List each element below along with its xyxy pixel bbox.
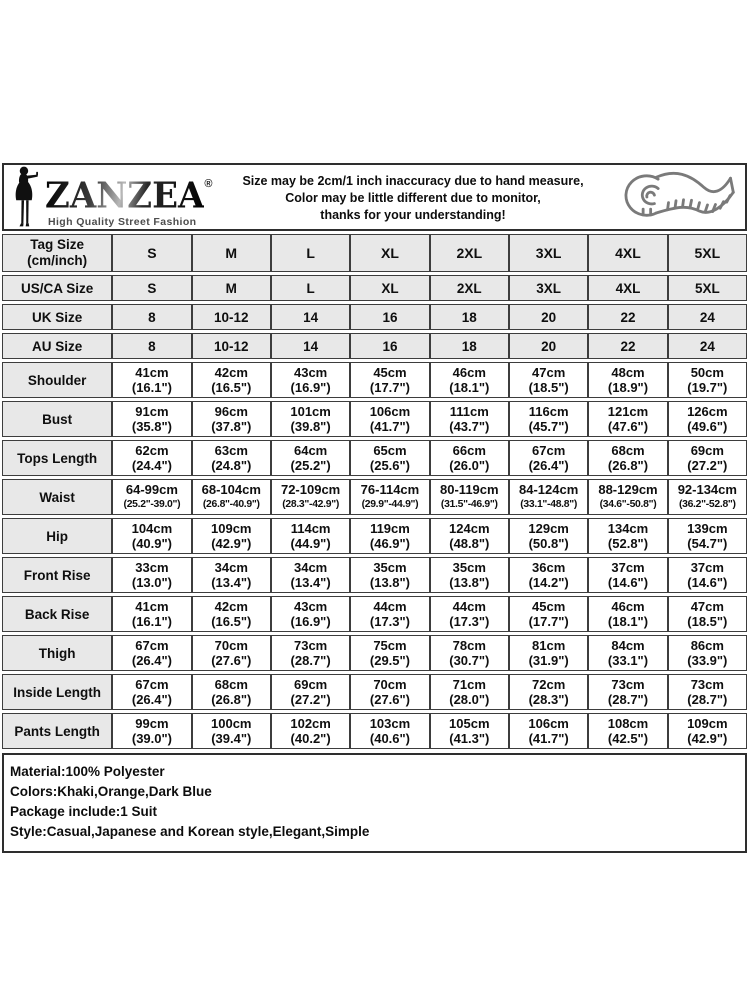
size-value-cell: 48cm (18.9") bbox=[588, 362, 667, 398]
disclaimer-line: Size may be 2cm/1 inch inaccuracy due to hand measure, bbox=[242, 173, 584, 188]
size-value-cell: 47cm (18.5") bbox=[668, 596, 747, 632]
size-value-cell: 41cm (16.1") bbox=[112, 362, 191, 398]
size-value-cell: 2XL bbox=[430, 275, 509, 301]
size-value-cell: 103cm (40.6") bbox=[350, 713, 429, 749]
size-value-cell: 37cm (14.6") bbox=[668, 557, 747, 593]
table-row bbox=[2, 234, 747, 272]
size-value-cell: 37cm (14.6") bbox=[588, 557, 667, 593]
size-value-cell: 129cm (50.8") bbox=[509, 518, 588, 554]
disclaimer-line: Color may be little different due to monitor, bbox=[285, 190, 541, 205]
size-value-cell: 81cm (31.9") bbox=[509, 635, 588, 671]
brand-text bbox=[45, 167, 213, 228]
size-value-cell: S bbox=[112, 275, 191, 301]
row-label: Bust bbox=[2, 401, 112, 437]
size-value-cell: 47cm (18.5") bbox=[509, 362, 588, 398]
size-value-cell: 42cm (16.5") bbox=[192, 596, 271, 632]
size-value-cell: 43cm (16.9") bbox=[271, 596, 350, 632]
size-chart-sheet bbox=[2, 163, 747, 853]
table-row bbox=[2, 596, 747, 632]
size-value-cell: 105cm (41.3") bbox=[430, 713, 509, 749]
table-row bbox=[2, 304, 747, 330]
size-value-cell: 42cm (16.5") bbox=[192, 362, 271, 398]
row-label: Tops Length bbox=[2, 440, 112, 476]
table-row bbox=[2, 440, 747, 476]
size-value-cell: 68cm (26.8") bbox=[192, 674, 271, 710]
size-table-body bbox=[2, 234, 747, 749]
size-value-cell: 4XL bbox=[588, 234, 667, 272]
size-value-cell: 50cm (19.7") bbox=[668, 362, 747, 398]
size-value-cell: S bbox=[112, 234, 191, 272]
size-value-cell: 96cm (37.8") bbox=[192, 401, 271, 437]
row-label: Inside Length bbox=[2, 674, 112, 710]
size-value-cell: 10-12 bbox=[192, 333, 271, 359]
size-value-cell: 72cm (28.3") bbox=[509, 674, 588, 710]
size-value-cell: 64cm (25.2") bbox=[271, 440, 350, 476]
row-label: Waist bbox=[2, 479, 112, 515]
table-row bbox=[2, 479, 747, 515]
size-value-cell: 46cm (18.1") bbox=[588, 596, 667, 632]
registered-trademark: ® bbox=[204, 177, 213, 190]
size-value-cell: 100cm (39.4") bbox=[192, 713, 271, 749]
size-value-cell: 88-129cm (34.6"-50.8") bbox=[588, 479, 667, 515]
size-value-cell: 106cm (41.7") bbox=[509, 713, 588, 749]
package-line: Package include:1 Suit bbox=[10, 804, 158, 819]
size-value-cell: 5XL bbox=[668, 275, 747, 301]
size-value-cell: 14 bbox=[271, 304, 350, 330]
size-value-cell: L bbox=[271, 234, 350, 272]
row-label: Hip bbox=[2, 518, 112, 554]
measuring-tape-icon bbox=[613, 166, 739, 228]
size-value-cell: XL bbox=[350, 234, 429, 272]
table-row bbox=[2, 674, 747, 710]
size-value-cell: 102cm (40.2") bbox=[271, 713, 350, 749]
size-value-cell: 8 bbox=[112, 333, 191, 359]
row-label: Pants Length bbox=[2, 713, 112, 749]
size-value-cell: 99cm (39.0") bbox=[112, 713, 191, 749]
size-value-cell: 3XL bbox=[509, 234, 588, 272]
size-value-cell: 114cm (44.9") bbox=[271, 518, 350, 554]
size-value-cell: 24 bbox=[668, 333, 747, 359]
row-label: Back Rise bbox=[2, 596, 112, 632]
woman-silhouette-icon bbox=[9, 166, 43, 228]
size-value-cell: 43cm (16.9") bbox=[271, 362, 350, 398]
size-value-cell: 78cm (30.7") bbox=[430, 635, 509, 671]
size-value-cell: 70cm (27.6") bbox=[350, 674, 429, 710]
size-value-cell: 16 bbox=[350, 304, 429, 330]
size-value-cell: 36cm (14.2") bbox=[509, 557, 588, 593]
size-value-cell: 68cm (26.8") bbox=[588, 440, 667, 476]
size-value-cell: 3XL bbox=[509, 275, 588, 301]
size-value-cell: 63cm (24.8") bbox=[192, 440, 271, 476]
size-value-cell: 33cm (13.0") bbox=[112, 557, 191, 593]
row-label: Tag Size (cm/inch) bbox=[2, 234, 112, 272]
size-value-cell: 101cm (39.8") bbox=[271, 401, 350, 437]
brand-tagline: High Quality Street Fashion bbox=[48, 215, 197, 228]
material-line: Material:100% Polyester bbox=[10, 764, 165, 779]
size-value-cell: 69cm (27.2") bbox=[271, 674, 350, 710]
size-value-cell: 44cm (17.3") bbox=[430, 596, 509, 632]
row-label: Front Rise bbox=[2, 557, 112, 593]
size-value-cell: M bbox=[192, 275, 271, 301]
size-value-cell: 66cm (26.0") bbox=[430, 440, 509, 476]
size-value-cell: 106cm (41.7") bbox=[350, 401, 429, 437]
size-value-cell: 67cm (26.4") bbox=[112, 674, 191, 710]
size-value-cell: 18 bbox=[430, 304, 509, 330]
size-value-cell: 73cm (28.7") bbox=[271, 635, 350, 671]
size-value-cell: 76-114cm (29.9"-44.9") bbox=[350, 479, 429, 515]
size-value-cell: 45cm (17.7") bbox=[350, 362, 429, 398]
size-value-cell: 34cm (13.4") bbox=[192, 557, 271, 593]
size-value-cell: M bbox=[192, 234, 271, 272]
size-value-cell: 68-104cm (26.8"-40.9") bbox=[192, 479, 271, 515]
size-value-cell: 139cm (54.7") bbox=[668, 518, 747, 554]
size-value-cell: 116cm (45.7") bbox=[509, 401, 588, 437]
size-value-cell: 84cm (33.1") bbox=[588, 635, 667, 671]
size-value-cell: 34cm (13.4") bbox=[271, 557, 350, 593]
size-value-cell: 67cm (26.4") bbox=[509, 440, 588, 476]
size-value-cell: 71cm (28.0") bbox=[430, 674, 509, 710]
table-row bbox=[2, 333, 747, 359]
size-value-cell: 5XL bbox=[668, 234, 747, 272]
size-value-cell: 73cm (28.7") bbox=[588, 674, 667, 710]
size-value-cell: 92-134cm (36.2"-52.8") bbox=[668, 479, 747, 515]
size-value-cell: 75cm (29.5") bbox=[350, 635, 429, 671]
size-value-cell: 46cm (18.1") bbox=[430, 362, 509, 398]
size-value-cell: 69cm (27.2") bbox=[668, 440, 747, 476]
header bbox=[2, 163, 747, 231]
size-value-cell: 45cm (17.7") bbox=[509, 596, 588, 632]
size-value-cell: 16 bbox=[350, 333, 429, 359]
size-table bbox=[2, 231, 747, 752]
table-row bbox=[2, 362, 747, 398]
row-label: US/CA Size bbox=[2, 275, 112, 301]
size-value-cell: 67cm (26.4") bbox=[112, 635, 191, 671]
size-value-cell: 111cm (43.7") bbox=[430, 401, 509, 437]
tape-block bbox=[607, 166, 745, 228]
table-row bbox=[2, 401, 747, 437]
size-value-cell: 72-109cm (28.3"-42.9") bbox=[271, 479, 350, 515]
size-value-cell: 134cm (52.8") bbox=[588, 518, 667, 554]
size-value-cell: 35cm (13.8") bbox=[430, 557, 509, 593]
row-label: AU Size bbox=[2, 333, 112, 359]
size-value-cell: 126cm (49.6") bbox=[668, 401, 747, 437]
size-value-cell: 8 bbox=[112, 304, 191, 330]
table-row bbox=[2, 275, 747, 301]
size-value-cell: 24 bbox=[668, 304, 747, 330]
colors-line: Colors:Khaki,Orange,Dark Blue bbox=[10, 784, 212, 799]
size-value-cell: 20 bbox=[509, 304, 588, 330]
size-value-cell: 108cm (42.5") bbox=[588, 713, 667, 749]
size-value-cell: 124cm (48.8") bbox=[430, 518, 509, 554]
size-value-cell: 109cm (42.9") bbox=[668, 713, 747, 749]
size-value-cell: 22 bbox=[588, 333, 667, 359]
size-value-cell: 10-12 bbox=[192, 304, 271, 330]
size-value-cell: 62cm (24.4") bbox=[112, 440, 191, 476]
size-value-cell: 109cm (42.9") bbox=[192, 518, 271, 554]
size-value-cell: 104cm (40.9") bbox=[112, 518, 191, 554]
size-value-cell: 65cm (25.6") bbox=[350, 440, 429, 476]
row-label: Thigh bbox=[2, 635, 112, 671]
table-row bbox=[2, 518, 747, 554]
size-value-cell: L bbox=[271, 275, 350, 301]
product-info bbox=[2, 753, 747, 853]
size-value-cell: 4XL bbox=[588, 275, 667, 301]
table-row bbox=[2, 557, 747, 593]
size-value-cell: 80-119cm (31.5"-46.9") bbox=[430, 479, 509, 515]
style-line: Style:Casual,Japanese and Korean style,Elegant,Simple bbox=[10, 824, 370, 839]
size-value-cell: 20 bbox=[509, 333, 588, 359]
size-value-cell: 84-124cm (33.1"-48.8") bbox=[509, 479, 588, 515]
size-value-cell: 64-99cm (25.2"-39.0") bbox=[112, 479, 191, 515]
size-value-cell: 18 bbox=[430, 333, 509, 359]
size-value-cell: 70cm (27.6") bbox=[192, 635, 271, 671]
size-value-cell: 91cm (35.8") bbox=[112, 401, 191, 437]
size-value-cell: 41cm (16.1") bbox=[112, 596, 191, 632]
size-value-cell: 35cm (13.8") bbox=[350, 557, 429, 593]
size-value-cell: 73cm (28.7") bbox=[668, 674, 747, 710]
size-value-cell: XL bbox=[350, 275, 429, 301]
size-value-cell: 44cm (17.3") bbox=[350, 596, 429, 632]
brand-logo bbox=[4, 166, 219, 228]
row-label: UK Size bbox=[2, 304, 112, 330]
disclaimer-line: thanks for your understanding! bbox=[320, 207, 506, 222]
size-value-cell: 86cm (33.9") bbox=[668, 635, 747, 671]
table-row bbox=[2, 635, 747, 671]
disclaimer-text bbox=[219, 171, 607, 224]
size-value-cell: 2XL bbox=[430, 234, 509, 272]
brand-name: ZANZEA bbox=[45, 174, 205, 217]
table-row bbox=[2, 713, 747, 749]
size-value-cell: 14 bbox=[271, 333, 350, 359]
size-value-cell: 22 bbox=[588, 304, 667, 330]
size-value-cell: 119cm (46.9") bbox=[350, 518, 429, 554]
row-label: Shoulder bbox=[2, 362, 112, 398]
size-value-cell: 121cm (47.6") bbox=[588, 401, 667, 437]
